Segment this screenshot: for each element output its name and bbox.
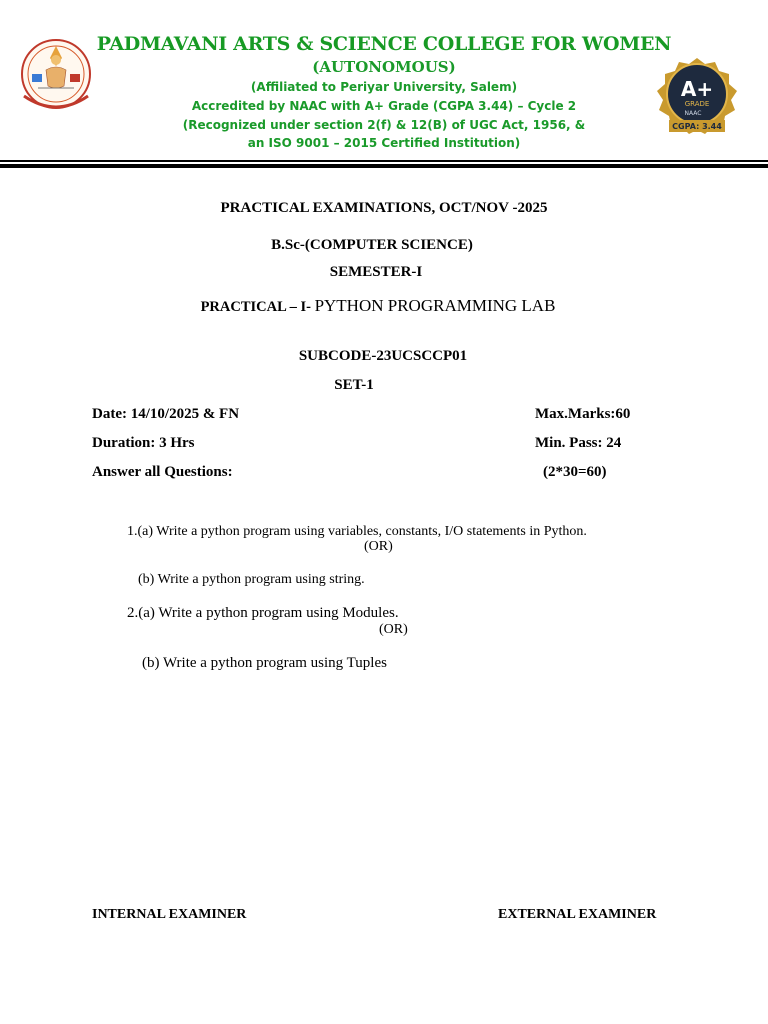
marks-scheme: (2*30=60) (543, 464, 607, 480)
exam-title: PRACTICAL EXAMINATIONS, OCT/NOV -2025 (220, 200, 548, 216)
question-2a: 2.(a) Write a python program using Modules. (127, 605, 399, 621)
iso-line: an ISO 9001 – 2015 Certified Institution) (247, 136, 521, 150)
badge-naac: NAAC (684, 110, 702, 117)
college-name: PADMAVANI ARTS & SCIENCE COLLEGE FOR WOMEN (96, 33, 672, 55)
practical-title (0, 296, 762, 316)
naac-grade-badge (655, 56, 739, 136)
question-1-or: (OR) (364, 539, 393, 554)
question-1a: 1.(a) Write a python program using variables, constants, I/O statements in Python. (127, 524, 587, 539)
header-divider-thick (0, 164, 768, 168)
course-name: B.Sc-(COMPUTER SCIENCE) (271, 237, 473, 253)
badge-grade: A+ (680, 77, 714, 101)
min-pass: Min. Pass: 24 (535, 435, 622, 451)
question-2-or: (OR) (379, 622, 408, 637)
accreditation-line: Accredited by NAAC with A+ Grade (CGPA 3.44) – Cycle 2 (191, 99, 577, 113)
semester: SEMESTER-I (329, 264, 423, 280)
exam-date: Date: 14/10/2025 & FN (92, 406, 240, 422)
question-1b: (b) Write a python program using string. (138, 572, 365, 587)
recognition-line: (Recognized under section 2(f) & 12(B) of UGC Act, 1956, & (182, 118, 586, 132)
max-marks: Max.Marks:60 (535, 406, 631, 422)
practical-name: PYTHON PROGRAMMING LAB (314, 296, 556, 315)
badge-cgpa: CGPA: 3.44 (672, 122, 722, 131)
set-number: SET-1 (334, 377, 374, 393)
autonomous-label: (AUTONOMOUS) (312, 58, 456, 76)
internal-examiner: INTERNAL EXAMINER (92, 907, 247, 922)
instruction: Answer all Questions: (92, 464, 233, 480)
subject-code: SUBCODE-23UCSCCP01 (298, 348, 468, 364)
practical-prefix: PRACTICAL – I- (200, 299, 315, 315)
question-2b: (b) Write a python program using Tuples (142, 655, 387, 671)
affiliation-line: (Affiliated to Periyar University, Salem) (250, 80, 518, 94)
header-divider-thin (0, 160, 768, 162)
duration: Duration: 3 Hrs (92, 435, 195, 451)
external-examiner: EXTERNAL EXAMINER (498, 907, 657, 922)
badge-grade-word: GRADE (684, 100, 710, 108)
